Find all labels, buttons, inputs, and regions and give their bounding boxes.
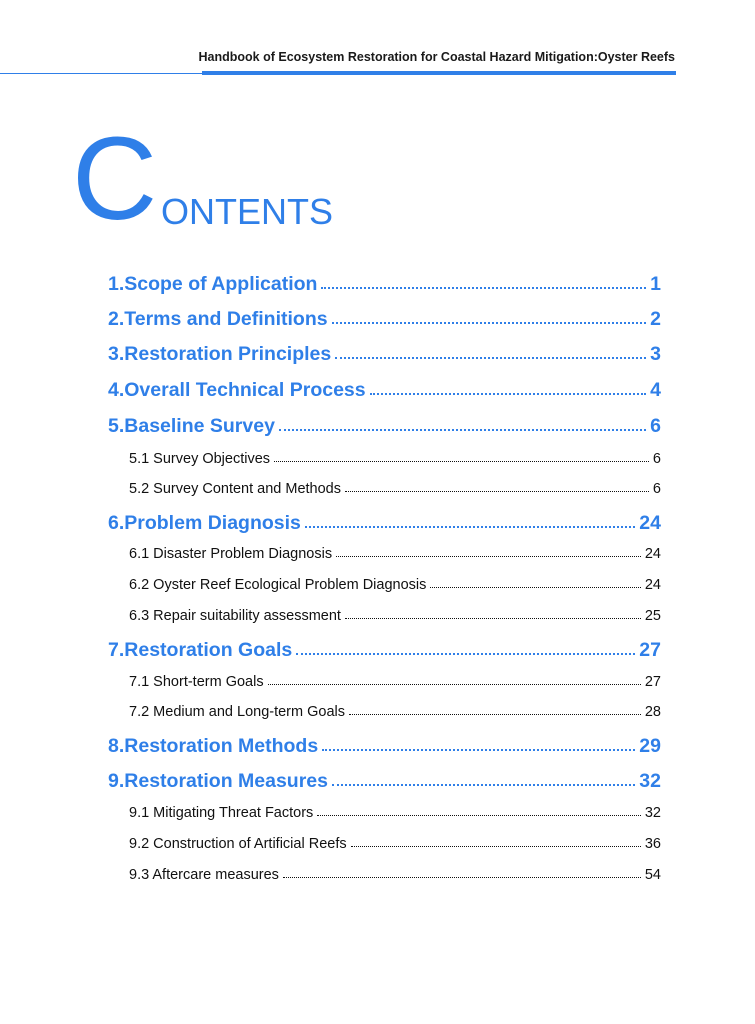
toc-leader-dots [349, 714, 641, 715]
header-rule-thick [202, 71, 676, 75]
toc-entry-page: 36 [644, 836, 661, 852]
toc-entry[interactable] [129, 481, 661, 497]
toc-leader-dots [296, 653, 635, 655]
toc-entry-page: 6 [652, 451, 661, 467]
toc-entry[interactable] [108, 379, 661, 402]
toc-entry[interactable] [108, 308, 661, 331]
toc-entry[interactable] [108, 273, 661, 296]
toc-entry-label: 5.1 Survey Objectives [129, 451, 271, 467]
toc-entry-page: 32 [644, 805, 661, 821]
toc-entry-page: 4 [650, 379, 661, 401]
toc-entry-label: 5.Baseline Survey [108, 415, 275, 437]
contents-initial: C [72, 113, 158, 245]
toc-entry-page: 6 [652, 481, 661, 497]
toc-leader-dots [283, 877, 641, 878]
toc-entry-page: 1 [650, 273, 661, 295]
toc-entry-page: 24 [639, 512, 661, 534]
contents-heading [72, 113, 472, 245]
toc-entry[interactable] [129, 867, 661, 883]
toc-entry-page: 25 [644, 608, 661, 624]
toc-leader-dots [322, 749, 635, 751]
handbook-title: Handbook of Ecosystem Restoration for Coastal Hazard Mitigation:Oyster Reefs [198, 50, 675, 64]
toc-entry-label: 6.1 Disaster Problem Diagnosis [129, 546, 333, 562]
toc-leader-dots [279, 429, 646, 431]
toc-entry[interactable] [129, 546, 661, 562]
toc-leader-dots [430, 587, 640, 588]
toc-leader-dots [305, 526, 635, 528]
toc-entry[interactable] [129, 674, 661, 690]
toc-entry[interactable] [108, 343, 661, 366]
toc-entry-label: 7.1 Short-term Goals [129, 674, 264, 690]
toc-entry[interactable] [129, 608, 661, 624]
toc-entry-page: 24 [644, 546, 661, 562]
toc-leader-dots [321, 287, 646, 289]
toc-entry-label: 6.Problem Diagnosis [108, 512, 301, 534]
toc-entry[interactable] [129, 805, 661, 821]
toc-entry-page: 32 [639, 770, 661, 792]
toc-entry-label: 9.2 Construction of Artificial Reefs [129, 836, 347, 852]
toc-entry-label: 7.Restoration Goals [108, 639, 293, 661]
toc-entry-page: 54 [644, 867, 661, 883]
toc-entry[interactable] [108, 415, 661, 438]
toc-entry-label: 8.Restoration Methods [108, 735, 319, 757]
toc-entry[interactable] [108, 770, 661, 793]
toc-entry-label: 7.2 Medium and Long-term Goals [129, 704, 345, 720]
toc-leader-dots [317, 815, 641, 816]
toc-entry-label: 5.2 Survey Content and Methods [129, 481, 341, 497]
toc-entry[interactable] [129, 836, 661, 852]
toc-entry[interactable] [108, 735, 661, 758]
toc-leader-dots [335, 357, 646, 359]
toc-entry-label: 6.2 Oyster Reef Ecological Problem Diagnosis [129, 577, 427, 593]
toc-entry-page: 27 [639, 639, 661, 661]
toc-entry-label: 3.Restoration Principles [108, 343, 332, 365]
toc-leader-dots [345, 491, 649, 492]
toc-leader-dots [351, 846, 641, 847]
toc-entry[interactable] [108, 639, 661, 662]
toc-entry-page: 27 [644, 674, 661, 690]
toc-leader-dots [274, 461, 649, 462]
toc-entry[interactable] [129, 451, 661, 467]
header-rule-thin [0, 73, 202, 74]
toc-leader-dots [345, 618, 641, 619]
toc-leader-dots [332, 784, 635, 786]
toc-entry[interactable] [108, 512, 661, 535]
toc-leader-dots [332, 322, 647, 324]
toc-entry-label: 2.Terms and Definitions [108, 308, 328, 330]
toc-entry-page: 6 [650, 415, 661, 437]
toc-leader-dots [268, 684, 641, 685]
toc-entry-label: 9.3 Aftercare measures [129, 867, 279, 883]
toc-entry-label: 6.3 Repair suitability assessment [129, 608, 341, 624]
toc-leader-dots [336, 556, 641, 557]
toc-entry-label: 9.Restoration Measures [108, 770, 328, 792]
toc-entry-page: 29 [639, 735, 661, 757]
contents-rest: ONTENTS [161, 191, 334, 232]
toc-entry[interactable] [129, 704, 661, 720]
toc-entry[interactable] [129, 577, 661, 593]
toc-entry-label: 4.Overall Technical Process [108, 379, 366, 401]
toc-leader-dots [370, 393, 647, 395]
toc-entry-label: 1.Scope of Application [108, 273, 318, 295]
toc-entry-page: 3 [650, 343, 661, 365]
toc-entry-label: 9.1 Mitigating Threat Factors [129, 805, 314, 821]
toc-entry-page: 24 [644, 577, 661, 593]
toc-entry-page: 2 [650, 308, 661, 330]
toc-entry-page: 28 [644, 704, 661, 720]
